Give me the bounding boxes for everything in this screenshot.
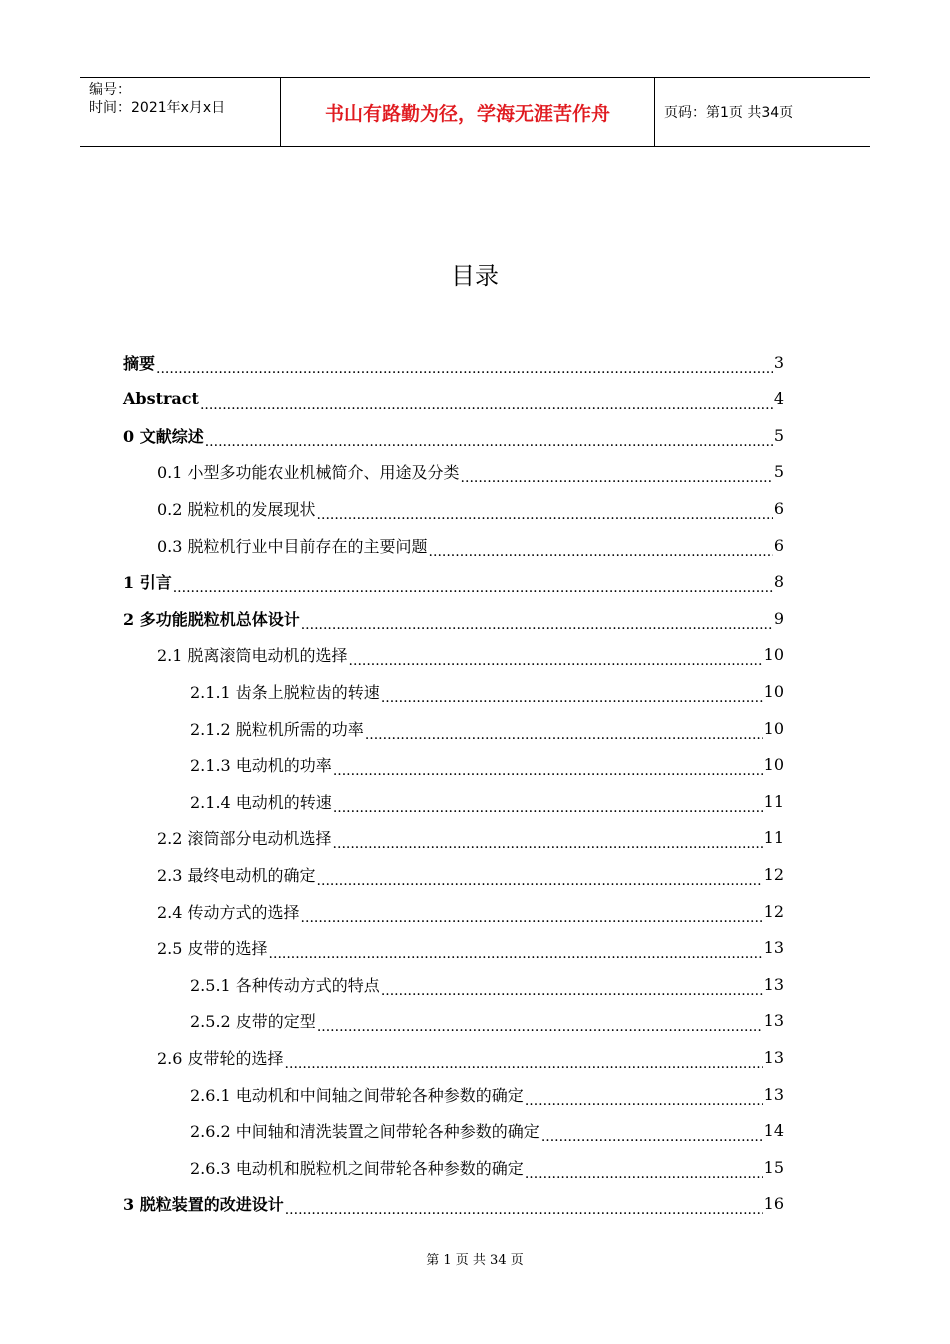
toc-entry-text: 0.3 脱粒机行业中目前存在的主要问题	[157, 536, 428, 556]
header-motto: 书山有路勤为径，学海无涯苦作舟	[281, 78, 655, 146]
toc-leader-dots	[333, 760, 763, 779]
toc-entry[interactable]	[157, 490, 784, 526]
toc-leader-dots	[200, 394, 773, 413]
toc-leader-dots	[429, 541, 773, 560]
toc-entry-text: 2.6.1 电动机和中间轴之间带轮各种参数的确定	[190, 1085, 524, 1105]
toc-leader-dots	[173, 577, 773, 596]
toc-entry[interactable]	[190, 1113, 784, 1149]
toc-leader-dots	[285, 1199, 763, 1218]
toc-leader-dots	[525, 1163, 763, 1182]
toc-entry-page: 5	[773, 462, 784, 482]
number-label: 编号：	[89, 82, 131, 98]
toc-entry-page: 9	[773, 608, 784, 628]
toc-entry-page: 3	[773, 352, 784, 372]
toc-leader-dots	[301, 614, 773, 633]
toc-entry-page: 15	[763, 1157, 784, 1177]
toc-entry-page: 10	[763, 645, 784, 665]
toc-entry[interactable]	[157, 1039, 784, 1075]
toc-entry[interactable]	[190, 1149, 784, 1185]
toc-entry-text: 1 引言	[123, 573, 172, 593]
toc-entry[interactable]	[190, 1076, 784, 1112]
toc-entry-page: 13	[763, 1011, 784, 1031]
toc-entry-text: 2.5 皮带的选择	[157, 939, 268, 959]
toc-entry[interactable]	[190, 1003, 784, 1039]
toc-entry-text: 2.5.2 皮带的定型	[190, 1012, 316, 1032]
toc-leader-dots	[541, 1126, 763, 1145]
toc-entry-text: Abstract	[123, 389, 199, 409]
toc-entry[interactable]	[123, 600, 784, 636]
toc-entry-page: 10	[763, 681, 784, 701]
toc-entry-text: 3 脱粒装置的改进设计	[123, 1195, 284, 1215]
toc-entry-page: 10	[763, 755, 784, 775]
toc-entry-page: 13	[763, 938, 784, 958]
toc-entry-page: 11	[763, 791, 784, 811]
toc-entry[interactable]	[157, 527, 784, 563]
toc-entry-text: 0.1 小型多功能农业机械简介、用途及分类	[157, 463, 460, 483]
toc-entry-page: 6	[773, 498, 784, 518]
toc-entry-page: 11	[763, 828, 784, 848]
toc-leader-dots	[156, 358, 773, 377]
toc-entry-page: 13	[763, 1084, 784, 1104]
toc-entry-page: 13	[763, 1047, 784, 1067]
toc-leader-dots	[333, 833, 763, 852]
toc-entry[interactable]	[157, 930, 784, 966]
toc-entry-page: 10	[763, 718, 784, 738]
toc-entry-text: 2.1.1 齿条上脱粒齿的转速	[190, 682, 380, 702]
toc-entry[interactable]	[190, 673, 784, 709]
toc-entry-text: 2.2 滚筒部分电动机选择	[157, 829, 332, 849]
toc-leader-dots	[333, 797, 763, 816]
toc-entry[interactable]	[157, 893, 784, 929]
toc-title: 目录	[451, 262, 499, 290]
toc-entry-text: 2.6.3 电动机和脱粒机之间带轮各种参数的确定	[190, 1158, 524, 1178]
toc-leader-dots	[349, 650, 763, 669]
toc-leader-dots	[317, 1016, 763, 1035]
toc-leader-dots	[381, 980, 763, 999]
toc-entry-text: 0 文献综述	[123, 426, 204, 446]
toc-entry[interactable]	[190, 783, 784, 819]
toc-entry-page: 13	[763, 974, 784, 994]
toc-leader-dots	[525, 1090, 763, 1109]
page-footer: 第 1 页 共 34 页	[426, 1253, 524, 1268]
header-page-info: 页码：第1页 共34页	[664, 105, 794, 121]
toc-entry-text: 2.5.1 各种传动方式的特点	[190, 975, 380, 995]
document-header	[80, 77, 870, 147]
toc-entry-text: 0.2 脱粒机的发展现状	[157, 499, 316, 519]
toc-entry[interactable]	[157, 454, 784, 490]
toc-entry[interactable]	[157, 637, 784, 673]
toc-entry-text: 2.4 传动方式的选择	[157, 902, 300, 922]
toc-entry-text: 2 多功能脱粒机总体设计	[123, 609, 300, 629]
toc-entry-text: 2.1.3 电动机的功率	[190, 756, 332, 776]
toc-leader-dots	[269, 943, 763, 962]
toc-entry[interactable]	[190, 747, 784, 783]
toc-entry[interactable]	[123, 417, 784, 453]
toc-entry-page: 12	[763, 864, 784, 884]
toc-entry[interactable]	[123, 1186, 784, 1222]
toc-entry-text: 2.6.2 中间轴和清洗装置之间带轮各种参数的确定	[190, 1122, 540, 1142]
toc-entry-text: 2.1 脱离滚筒电动机的选择	[157, 646, 348, 666]
toc-leader-dots	[461, 467, 773, 486]
toc-entry-page: 16	[763, 1194, 784, 1214]
toc-entry-text: 2.3 最终电动机的确定	[157, 865, 316, 885]
toc-entry-page: 5	[773, 425, 784, 445]
toc-leader-dots	[301, 907, 763, 926]
toc-entry[interactable]	[157, 820, 784, 856]
toc-entry-page: 6	[773, 535, 784, 555]
toc-leader-dots	[317, 870, 763, 889]
toc-leader-dots	[365, 724, 763, 743]
toc-entry-page: 4	[773, 389, 784, 409]
toc-leader-dots	[205, 431, 773, 450]
toc-entry-page: 14	[763, 1121, 784, 1141]
toc-entry[interactable]	[123, 564, 784, 600]
toc-entry[interactable]	[123, 344, 784, 380]
toc-leader-dots	[285, 1053, 763, 1072]
toc-entry[interactable]	[190, 710, 784, 746]
toc-entry[interactable]	[123, 381, 784, 417]
toc-entry-page: 8	[773, 572, 784, 592]
toc-entry-text: 2.6 皮带轮的选择	[157, 1048, 284, 1068]
time-label: 时间：2021年x月x日	[89, 100, 226, 116]
toc-entry-text: 摘要	[123, 353, 156, 373]
toc-leader-dots	[381, 687, 763, 706]
toc-entry-text: 2.1.2 脱粒机所需的功率	[190, 719, 364, 739]
header-meta	[80, 78, 281, 146]
toc-entry-text: 2.1.4 电动机的转速	[190, 792, 332, 812]
toc-entry[interactable]	[157, 856, 784, 892]
toc-entry[interactable]	[190, 966, 784, 1002]
toc-entry-page: 12	[763, 901, 784, 921]
toc-leader-dots	[317, 504, 773, 523]
